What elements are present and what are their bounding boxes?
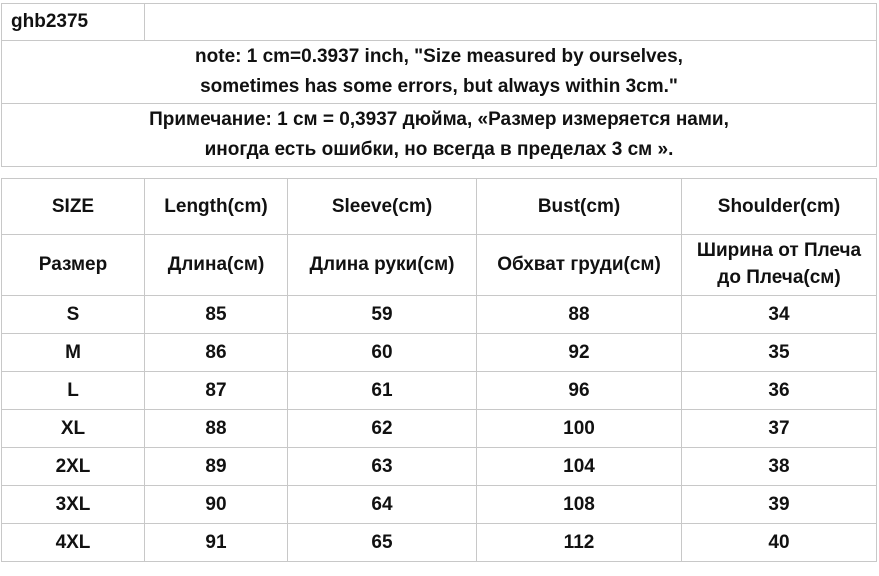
length-cell: 89 <box>145 448 288 486</box>
size-table <box>1 178 877 562</box>
sleeve-cell: 62 <box>288 410 477 448</box>
header-row-russian <box>2 235 877 296</box>
header-shoulder-ru-line-2: до Плеча(см) <box>717 267 841 288</box>
bust-cell: 96 <box>477 372 682 410</box>
header-shoulder-ru <box>682 235 877 296</box>
sleeve-cell: 63 <box>288 448 477 486</box>
length-cell: 91 <box>145 524 288 562</box>
bust-cell: 88 <box>477 296 682 334</box>
header-bust-ru: Обхват груди(см) <box>477 235 682 296</box>
header-length-ru: Длина(см) <box>145 235 288 296</box>
sleeve-cell: 65 <box>288 524 477 562</box>
note-english <box>2 41 877 104</box>
bust-cell: 104 <box>477 448 682 486</box>
note-en-row <box>2 41 877 104</box>
shoulder-cell: 34 <box>682 296 877 334</box>
note-russian <box>2 104 877 167</box>
size-cell: 3XL <box>2 486 145 524</box>
table-row <box>2 524 877 562</box>
note-russian-line-2: иногда есть ошибки, но всегда в пределах 3 см ». <box>204 139 674 160</box>
size-cell: L <box>2 372 145 410</box>
length-cell: 87 <box>145 372 288 410</box>
table-row <box>2 296 877 334</box>
length-cell: 85 <box>145 296 288 334</box>
note-russian-line-1: Примечание: 1 см = 0,3937 дюйма, «Размер измеряется нами, <box>149 108 729 130</box>
header-shoulder-ru-line-1: Ширина от Плеча <box>696 240 862 262</box>
length-cell: 86 <box>145 334 288 372</box>
table-row <box>2 410 877 448</box>
length-cell: 90 <box>145 486 288 524</box>
sleeve-cell: 60 <box>288 334 477 372</box>
bust-cell: 112 <box>477 524 682 562</box>
sleeve-cell: 64 <box>288 486 477 524</box>
shoulder-cell: 40 <box>682 524 877 562</box>
sleeve-cell: 61 <box>288 372 477 410</box>
size-cell: S <box>2 296 145 334</box>
header-sleeve-ru: Длина руки(см) <box>288 235 477 296</box>
shoulder-cell: 35 <box>682 334 877 372</box>
bust-cell: 108 <box>477 486 682 524</box>
note-ru-row <box>2 104 877 167</box>
empty-cell <box>145 4 877 41</box>
table-row <box>2 372 877 410</box>
bust-cell: 92 <box>477 334 682 372</box>
header-length: Length(cm) <box>145 179 288 235</box>
shoulder-cell: 36 <box>682 372 877 410</box>
header-size: SIZE <box>2 179 145 235</box>
header-sleeve: Sleeve(cm) <box>288 179 477 235</box>
length-cell: 88 <box>145 410 288 448</box>
sleeve-cell: 59 <box>288 296 477 334</box>
size-cell: 2XL <box>2 448 145 486</box>
shoulder-cell: 39 <box>682 486 877 524</box>
bust-cell: 100 <box>477 410 682 448</box>
table-row <box>2 486 877 524</box>
size-chart-notes <box>1 3 877 167</box>
shoulder-cell: 38 <box>682 448 877 486</box>
product-code-row <box>2 4 877 41</box>
header-row-english <box>2 179 877 235</box>
size-cell: 4XL <box>2 524 145 562</box>
table-row <box>2 334 877 372</box>
size-cell: XL <box>2 410 145 448</box>
table-row <box>2 448 877 486</box>
header-shoulder: Shoulder(cm) <box>682 179 877 235</box>
note-english-line-2: sometimes has some errors, but always within 3cm." <box>200 76 678 97</box>
shoulder-cell: 37 <box>682 410 877 448</box>
header-size-ru: Размер <box>2 235 145 296</box>
note-english-line-1: note: 1 cm=0.3937 inch, "Size measured by ourselves, <box>195 45 683 67</box>
product-code: ghb2375 <box>2 4 145 41</box>
header-bust: Bust(cm) <box>477 179 682 235</box>
size-cell: M <box>2 334 145 372</box>
